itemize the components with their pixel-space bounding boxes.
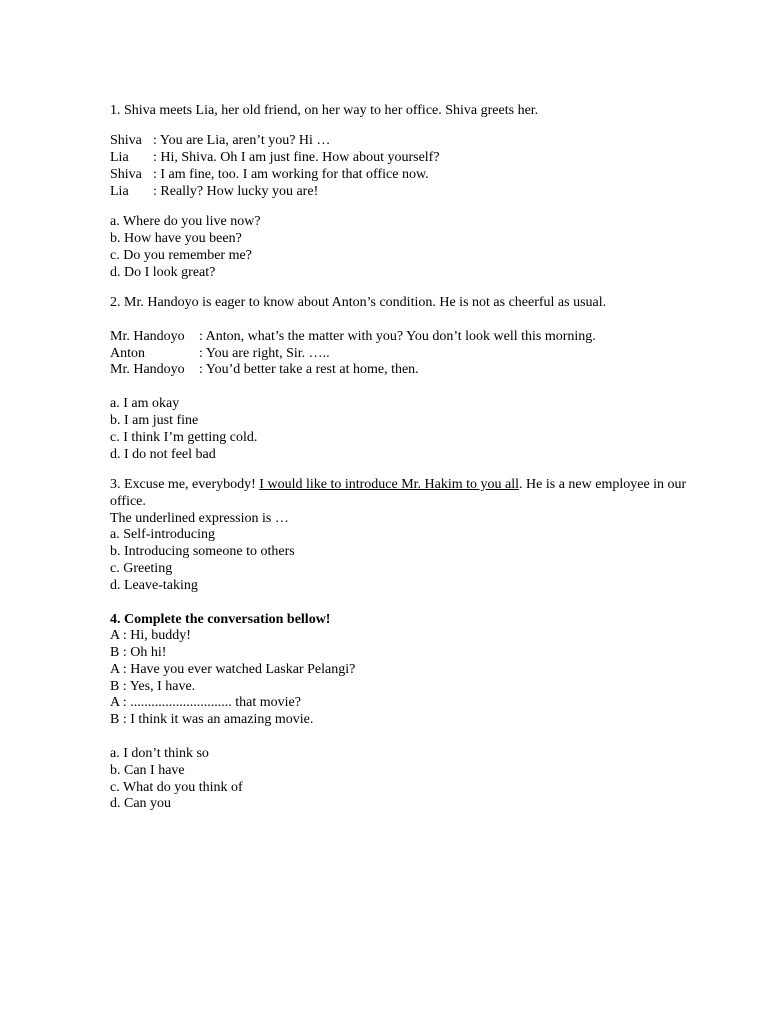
option-b: b. Can I have <box>110 762 185 778</box>
option-c: c. I think I’m getting cold. <box>110 429 258 445</box>
document-page <box>110 103 710 813</box>
option-a: a. Self-introducing <box>110 527 215 543</box>
prompt-intro: 3. Excuse me, everybody! <box>110 476 260 492</box>
option-a: a. I am okay <box>110 396 180 412</box>
dialogue-line: A : Hi, buddy! <box>110 628 191 644</box>
option-a: a. Where do you live now? <box>110 214 261 230</box>
dialogue-line <box>110 167 710 184</box>
speaker-name: Mr. Handoyo <box>110 328 185 344</box>
dialogue-line <box>110 346 710 363</box>
heading-text: 4. Complete the conversation bellow! <box>110 611 331 627</box>
dialogue-text: : Really? How lucky you are! <box>153 183 319 199</box>
option-b: b. How have you been? <box>110 230 242 246</box>
dialogue-line <box>110 184 710 201</box>
option-d: d. Do I look great? <box>110 264 216 280</box>
question-3-prompt <box>110 477 710 511</box>
question-2 <box>110 295 710 463</box>
question-4 <box>110 612 710 814</box>
question-3-question: The underlined expression is … <box>110 510 289 526</box>
question-4-heading <box>110 612 710 629</box>
underlined-expression: I would like to introduce Mr. Hakim to you all <box>259 476 520 492</box>
speaker-name: Lia <box>110 150 129 166</box>
dialogue-text: : I am fine, too. I am working for that office now. <box>153 166 429 182</box>
dialogue-line <box>110 133 710 150</box>
option-b: b. I am just fine <box>110 412 199 428</box>
dialogue-line: A : Have you ever watched Laskar Pelangi? <box>110 661 356 677</box>
option-c: c. What do you think of <box>110 779 243 795</box>
dialogue-line <box>110 329 710 346</box>
question-3 <box>110 477 710 595</box>
dialogue-line <box>110 362 710 379</box>
question-2-prompt: 2. Mr. Handoyo is eager to know about Anton’s condition. He is not as cheerful as usual. <box>110 294 607 310</box>
speaker-name: Shiva <box>110 166 142 182</box>
dialogue-line: B : I think it was an amazing movie. <box>110 712 314 728</box>
dialogue-text: : Anton, what’s the matter with you? You don’t look well this morning. <box>199 328 596 344</box>
speaker-name: Lia <box>110 183 129 199</box>
option-c: c. Greeting <box>110 560 173 576</box>
prompt-rest: . He is a new employee in our office. <box>110 476 687 509</box>
question-1 <box>110 103 710 281</box>
option-a: a. I don’t think so <box>110 746 209 762</box>
speaker-name: Shiva <box>110 133 142 149</box>
dialogue-text: : You are Lia, aren’t you? Hi … <box>153 133 331 149</box>
option-b: b. Introducing someone to others <box>110 544 295 560</box>
speaker-name: Mr. Handoyo <box>110 362 185 378</box>
option-d: d. Leave-taking <box>110 577 198 593</box>
option-d: d. Can you <box>110 796 172 812</box>
question-1-prompt: 1. Shiva meets Lia, her old friend, on her way to her office. Shiva greets her. <box>110 103 539 118</box>
option-d: d. I do not feel bad <box>110 446 216 462</box>
dialogue-line: B : Yes, I have. <box>110 678 196 694</box>
speaker-name: Anton <box>110 345 145 361</box>
dialogue-text: : Hi, Shiva. Oh I am just fine. How about yourself? <box>153 150 440 166</box>
dialogue-line <box>110 150 710 167</box>
dialogue-text: : You are right, Sir. ….. <box>199 345 330 361</box>
dialogue-text: : You’d better take a rest at home, then. <box>199 362 419 378</box>
option-c: c. Do you remember me? <box>110 247 252 263</box>
dialogue-line: B : Oh hi! <box>110 645 167 661</box>
dialogue-line: A : ............................. that movie? <box>110 695 301 711</box>
